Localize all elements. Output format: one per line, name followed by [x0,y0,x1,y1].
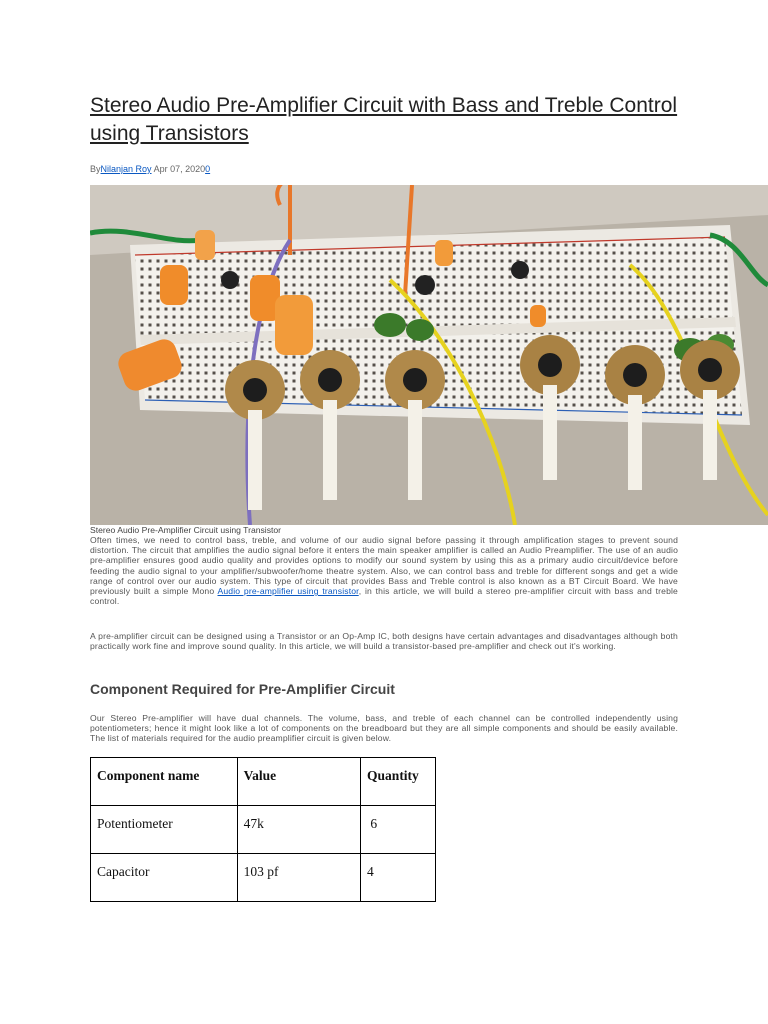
intro-text-end: , in this article, we will build a stereo pre-amplifier circuit with bass and treble control. [90,586,678,607]
design-paragraph: A pre-amplifier circuit can be designed using a Transistor or an Op-Amp IC, both designs have certain advantages and disadvantages although both practically work fine and improve sound quality. In this article, we will build a transistor-based pre-amplifier and check out it's working. [90,631,678,652]
header-value: Value [237,758,360,806]
table-row [91,854,436,902]
byline-by: By [90,164,101,174]
breadboard-illustration [90,185,768,525]
comments-count-link[interactable]: 0 [205,164,211,174]
intro-text: Often times, we need to control bass, treble, and volume of our audio signal before passing it through amplification stages to prevent sound distortion. The circuit that amplifies the audio signal before it enters the main speaker amplifier is called an Audio Preamplifier. The use of an audio pre-amplifier ensures good audio quality and provides options to modify our sound system by using this as a primary audio circuit/device before feeding the audio signal to your amplifier/subwoofer/home theatre system. Also, we can control bass and treble for different songs and get a wide range of control over our audio system. This type of circuit that provides Bass and Treble control is also known as a BT Circuit Board. We have previously built a simple Mono [90,535,678,597]
circuit-photo [90,185,768,525]
mono-preamp-link[interactable]: Audio pre-amplifier using transistor [217,586,359,597]
table-row [91,806,436,854]
header-component-name: Component name [91,758,238,806]
component-table [90,757,436,902]
article-title[interactable]: Stereo Audio Pre-Amplifier Circuit with Bass and Treble Control using Transistors [90,94,678,145]
cell-value: 103 pf [237,854,360,902]
cell-component: Capacitor [91,854,238,902]
header-quantity: Quantity [361,758,436,806]
cell-value: 47k [237,806,360,854]
cell-quantity: 6 [361,806,436,854]
publish-date: Apr 07, 2020 [153,164,206,174]
intro-paragraph [90,535,678,606]
cell-component: Potentiometer [91,806,238,854]
byline [90,164,210,174]
author-link[interactable]: Nilanjan Roy [100,164,152,174]
cell-quantity: 4 [361,854,436,902]
photo-caption: Stereo Audio Pre-Amplifier Circuit using Transistor [90,525,282,535]
table-header-row [91,758,436,806]
section-heading: Component Required for Pre-Amplifier Circuit [90,681,395,697]
components-paragraph: Our Stereo Pre-amplifier will have dual channels. The volume, bass, and treble of each channel can be controlled independently using potentiometers; hence it might look like a lot of components on the breadboard but they are all simple components and should be easily available. The list of materials required for the audio preamplifier circuit is given below. [90,713,678,744]
